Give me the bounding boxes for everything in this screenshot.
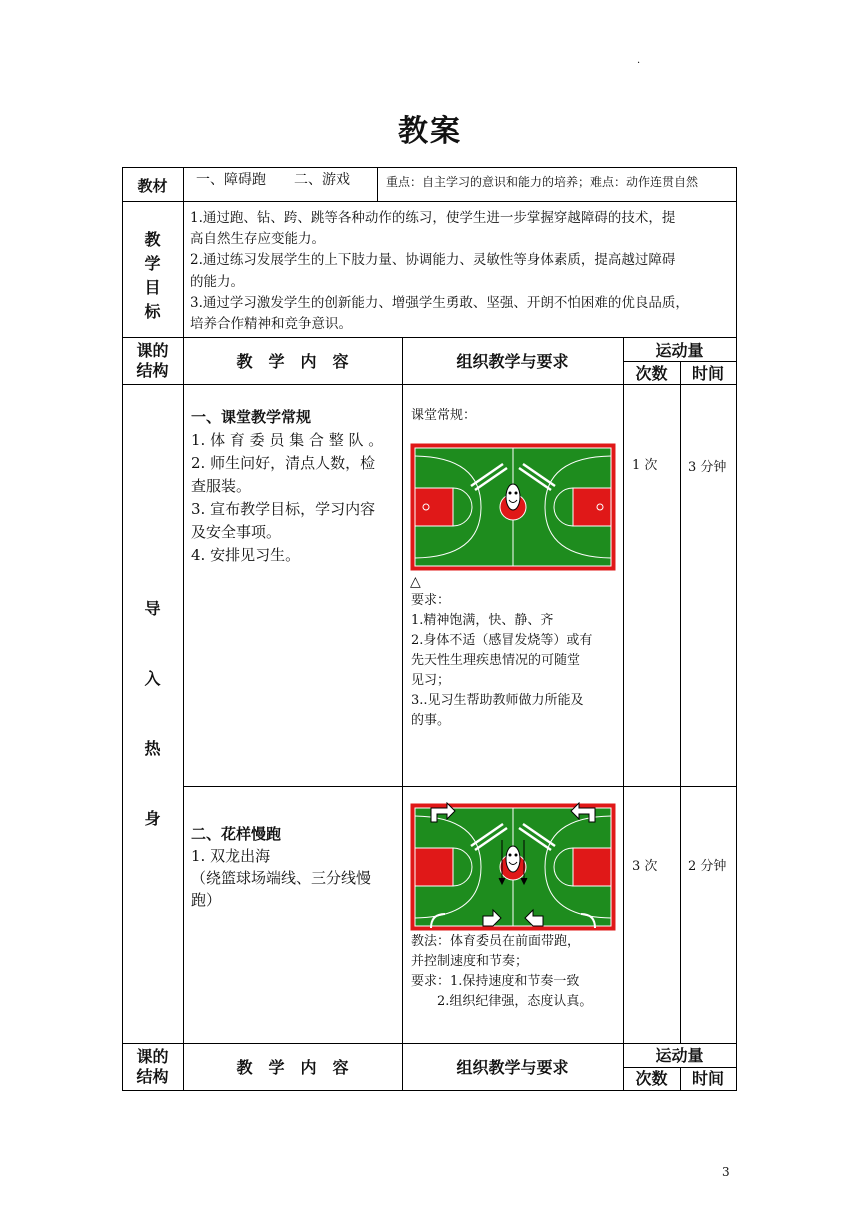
part1-content: 一、课堂教学常规 1. 体 育 委 员 集 合 整 队 。 2. 师生问好，清点人数，检 查服装。 3. 宣布教学目标，学习内容 及安全事项。 4. 安排见习生。 [191, 408, 384, 564]
header-content: 教 学 内 容 [236, 352, 349, 371]
basketball-court-diagram [409, 442, 617, 572]
header2-organize: 组织教学与要求 [456, 1058, 569, 1077]
header2-structure: 课的 结构 [136, 1047, 169, 1086]
part1-org-title: 课堂常规： [411, 408, 477, 423]
goals-label: 教 学 目 标 [144, 230, 161, 321]
formation-triangle: △ [410, 574, 421, 590]
material-label: 教材 [137, 177, 168, 195]
material-focus: 重点：自主学习的意识和能力的培养；难点：动作连贯自然 [386, 175, 699, 189]
page-title: 教案 [398, 114, 462, 149]
material-content: 一、障碍跑 二、游戏 [196, 172, 350, 188]
header-count: 次数 [635, 364, 668, 383]
part2-org-text: 教法：体育委员在前面带跑， 并控制速度和节奏； 要求：1.保持速度和节奏一致 2.组织纪律强，态度认真。 [411, 934, 593, 1009]
header2-content: 教 学 内 容 [236, 1058, 349, 1077]
part2-content: 二、花样慢跑 1. 双龙出海 （绕篮球场端线、三分线慢 跑） [191, 825, 372, 909]
header2-count: 次数 [635, 1069, 668, 1088]
page-number: 3 [722, 1165, 730, 1179]
part1-count: 1 次 [632, 458, 658, 473]
section-label: 导 入 热 身 [144, 599, 161, 828]
header-organize: 组织教学与要求 [456, 352, 569, 371]
part1-org-text: 要求： 1.精神饱满，快、静、齐 2.身体不适（感冒发烧等）或有 先天性生理疾患情况的可随堂 见习； 3..见习生帮助教师做力所能及 的事。 [411, 593, 593, 728]
header-time: 时间 [691, 364, 724, 383]
page-dot: · [637, 58, 641, 69]
part2-count: 3 次 [632, 859, 658, 874]
header2-amount: 运动量 [655, 1046, 704, 1065]
running-route-diagram [409, 802, 617, 932]
part2-time: 2 分钟 [688, 859, 727, 874]
header2-time: 时间 [691, 1069, 724, 1088]
header-amount: 运动量 [655, 341, 704, 360]
header-structure: 课的 结构 [136, 341, 169, 380]
part1-time: 3 分钟 [688, 460, 727, 475]
goals-text: 1.通过跑、钻、跨、跳等各种动作的练习，使学生进一步掌握穿越障碍的技术，提 高自然生存应变能力。 2.通过练习发展学生的上下肢力量、协调能力、灵敏性等身体素质，提高越过障碍 的能力。 3.通过学习激发学生的创新能力、增强学生勇敢、坚强、开朗不怕困难的优良品质， 培养合作精神和竞争意识。 [190, 210, 689, 333]
